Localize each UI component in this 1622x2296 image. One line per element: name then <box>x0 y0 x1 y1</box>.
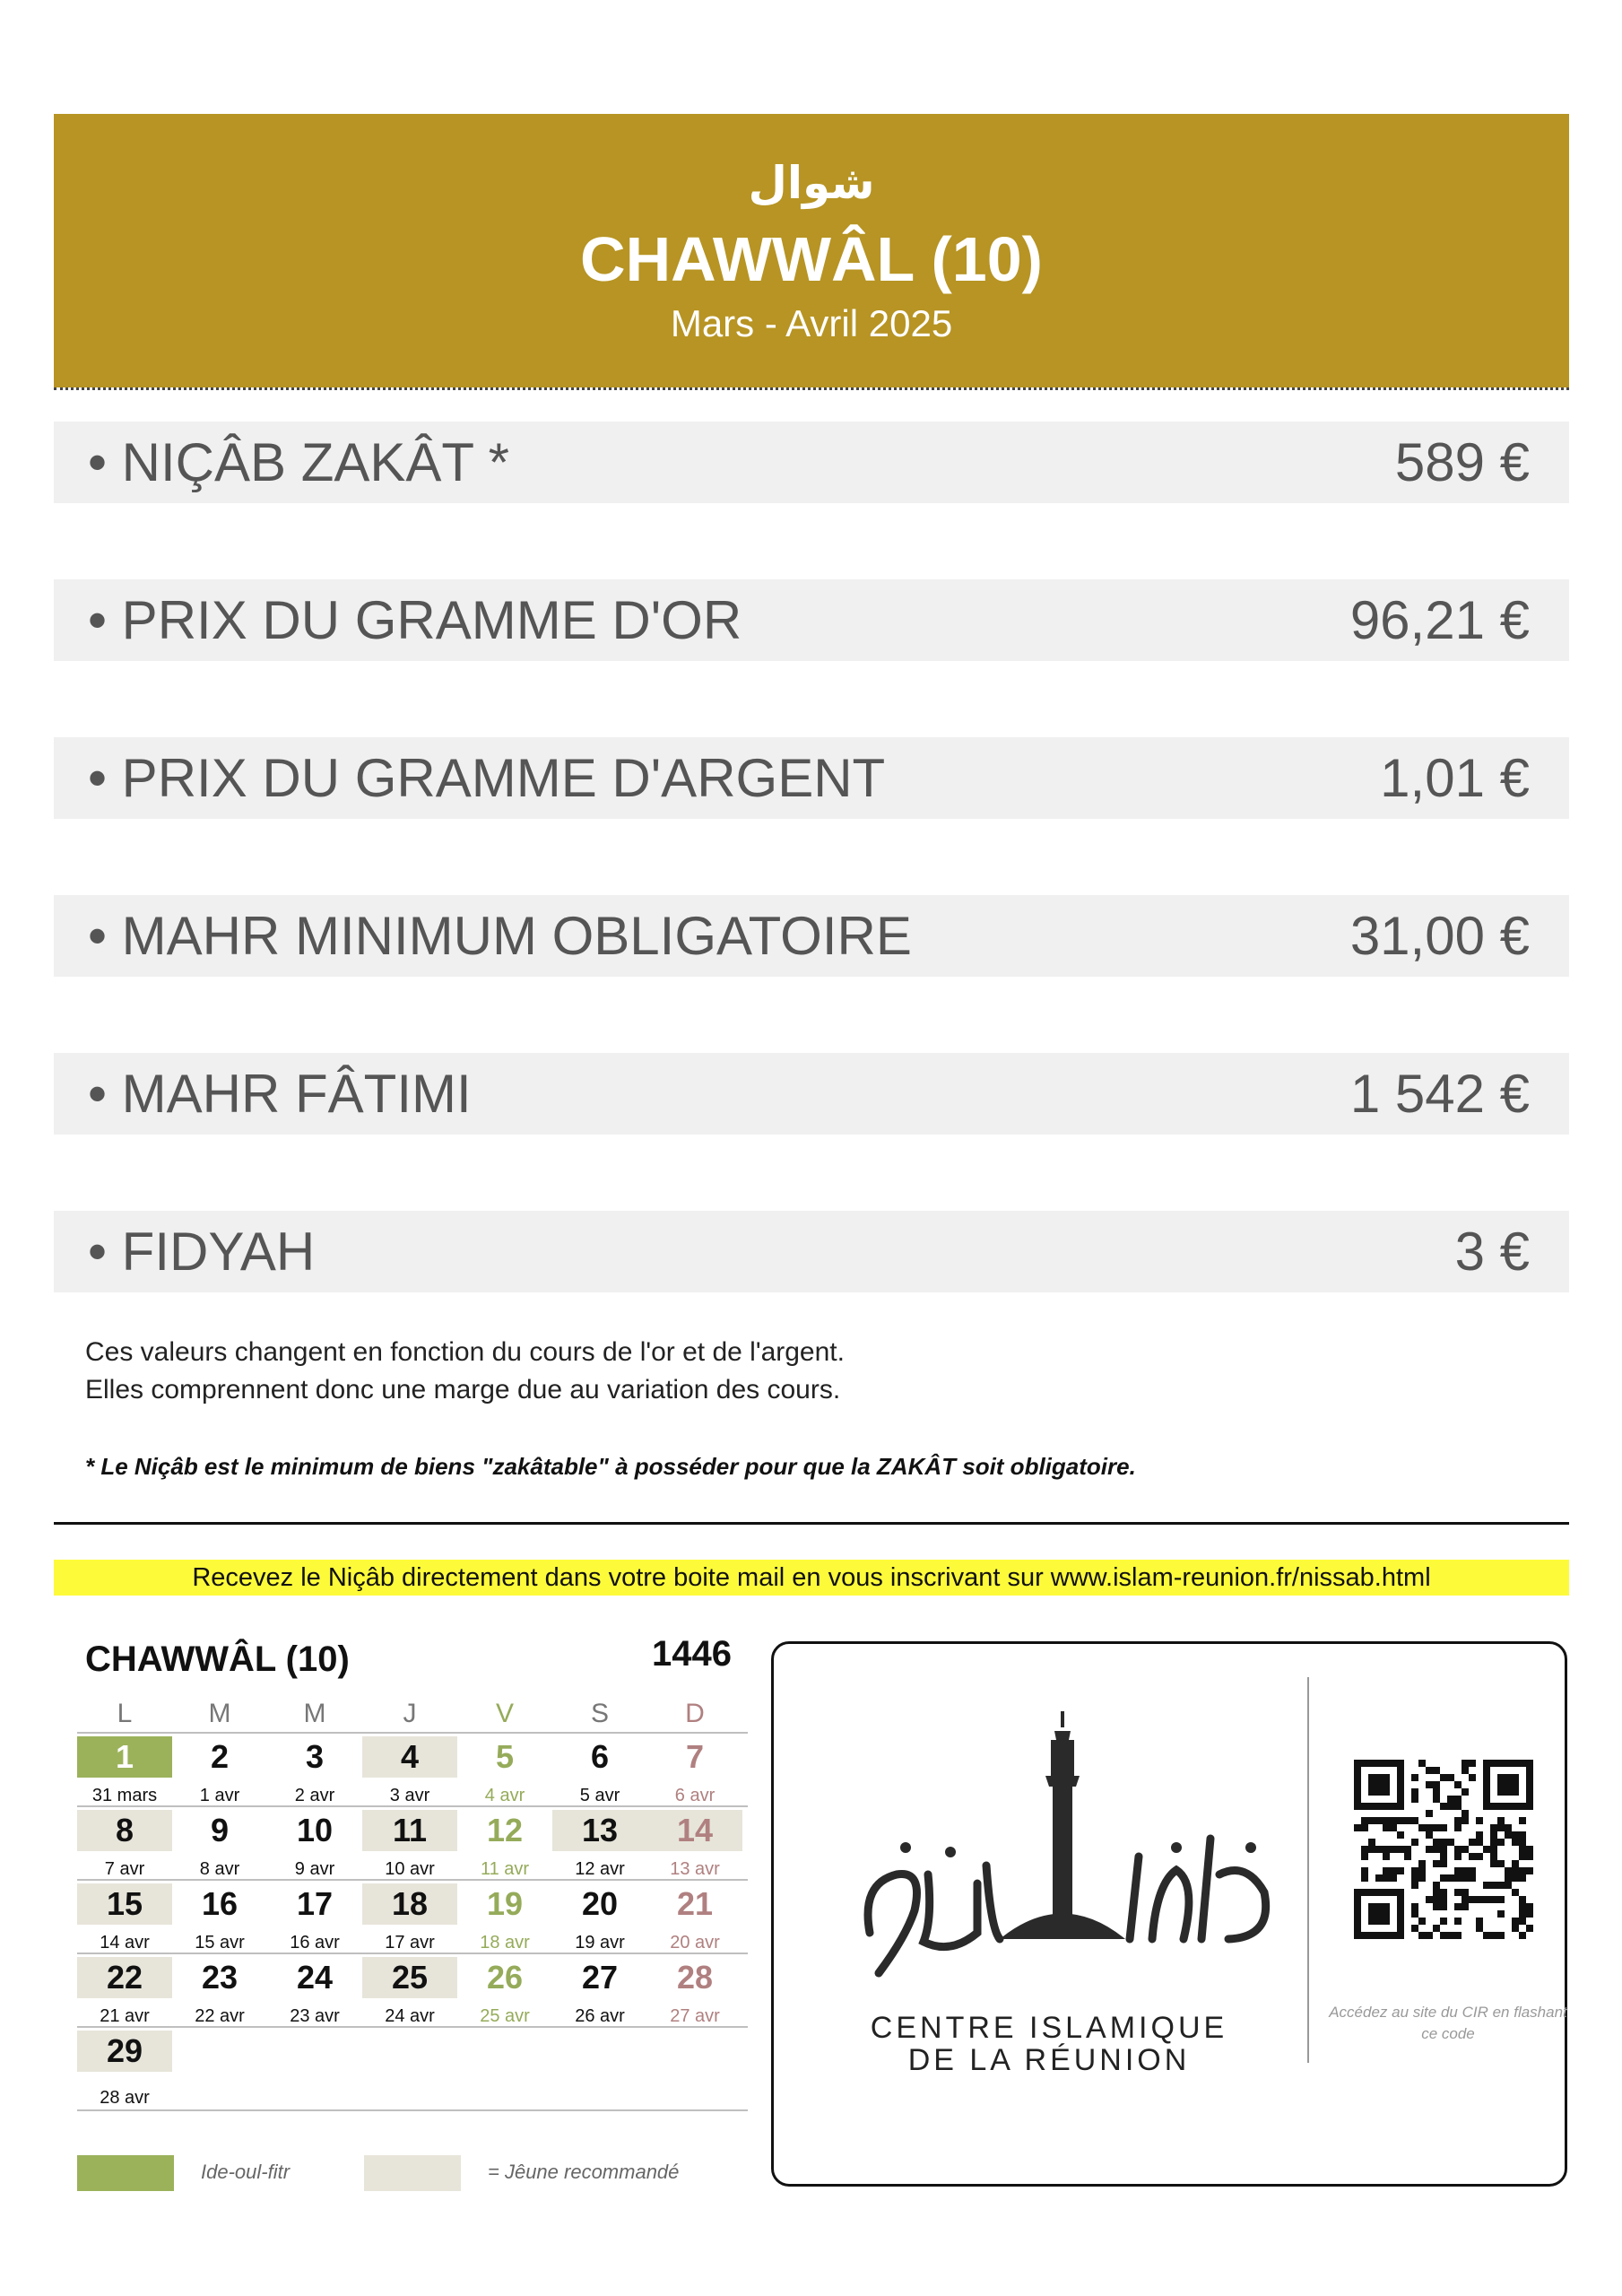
day-number: 13 <box>552 1810 647 1851</box>
day-number: 28 <box>676 1959 714 1996</box>
gregorian-date: 4 avr <box>484 1786 525 1805</box>
gregorian-date: 14 avr <box>100 1933 150 1952</box>
day-number: 1 <box>77 1736 172 1778</box>
gregorian-date: 16 avr <box>290 1933 340 1952</box>
card-vertical-divider <box>1307 1677 1309 2063</box>
gregorian-date: 12 avr <box>575 1859 625 1879</box>
day-number: 22 <box>77 1957 172 1998</box>
day-number: 7 <box>685 1738 705 1775</box>
gregorian-date: 10 avr <box>385 1859 435 1879</box>
gregorian-date: 17 avr <box>385 1933 435 1952</box>
calligraphy-dots <box>900 1842 1256 1857</box>
value-amount: 31,00 € <box>1349 906 1530 966</box>
value-row-mahr-fatimi <box>54 1053 1569 1135</box>
gregorian-date: 27 avr <box>670 2006 720 2026</box>
day-number: 24 <box>296 1959 334 1996</box>
month-subtitle: Mars - Avril 2025 <box>670 302 953 344</box>
value-amount: 1 542 € <box>1349 1064 1530 1124</box>
gregorian-date: 8 avr <box>199 1859 240 1879</box>
day-number: 5 <box>495 1738 515 1775</box>
value-label: • PRIX DU GRAMME D'ARGENT <box>88 748 886 808</box>
gregorian-date: 1 avr <box>199 1786 240 1805</box>
value-row-fidyah <box>54 1211 1569 1292</box>
footnote: * Le Niçâb est le minimum de biens "zakâtable" à posséder pour que la ZAKÂT soit obligatoire. <box>85 1453 1136 1480</box>
gregorian-date: 26 avr <box>575 2006 625 2026</box>
qr-code-icon[interactable] <box>1354 1760 1533 1939</box>
value-label: • NIÇÂB ZAKÂT * <box>88 432 510 492</box>
value-label: • MAHR MINIMUM OBLIGATOIRE <box>88 906 912 966</box>
section-divider <box>54 1522 1569 1525</box>
day-number: 20 <box>581 1885 619 1922</box>
day-number: 15 <box>77 1883 172 1925</box>
gregorian-date: 3 avr <box>389 1786 430 1805</box>
minaret-icon <box>1000 1711 1125 1939</box>
value-label: • MAHR FÂTIMI <box>88 1064 472 1124</box>
gregorian-date: 28 avr <box>100 2088 150 2108</box>
qr-caption: Accédez au site du CIR en flashant ce code <box>1329 2004 1567 2042</box>
day-number: 26 <box>486 1959 524 1996</box>
header-dotted-divider <box>54 387 1569 390</box>
legend-swatch-fast <box>364 2155 461 2191</box>
day-number: 19 <box>486 1885 524 1922</box>
day-number: 4 <box>362 1736 457 1778</box>
gregorian-date: 9 avr <box>294 1859 335 1879</box>
day-number: 18 <box>362 1883 457 1925</box>
day-number: 12 <box>486 1812 524 1848</box>
gregorian-date: 24 avr <box>385 2006 435 2026</box>
legend-swatch-eid <box>77 2155 174 2191</box>
day-number: 17 <box>296 1885 334 1922</box>
gregorian-date: 15 avr <box>195 1933 245 1952</box>
weekday-header: V <box>495 1699 514 1728</box>
gregorian-date: 23 avr <box>290 2006 340 2026</box>
calendar-rule <box>77 2109 748 2111</box>
value-row-silver-price <box>54 737 1569 819</box>
gregorian-date: 19 avr <box>575 1933 625 1952</box>
value-amount: 3 € <box>1454 1222 1530 1282</box>
month-title: CHAWWÂL (10) <box>580 224 1043 294</box>
subscribe-banner: Recevez le Niçâb directement dans votre boite mail en vous inscrivant sur www.islam-reunion.fr/nissab.html <box>54 1560 1569 1596</box>
calendar-title: CHAWWÂL (10) <box>85 1639 350 1679</box>
gregorian-date: 5 avr <box>579 1786 620 1805</box>
day-number: 23 <box>201 1959 239 1996</box>
gregorian-date: 7 avr <box>104 1859 145 1879</box>
value-label: • PRIX DU GRAMME D'OR <box>88 590 742 650</box>
weekday-header: M <box>208 1699 231 1728</box>
day-number: 11 <box>362 1810 457 1851</box>
day-number: 2 <box>210 1738 230 1775</box>
value-row-gold-price <box>54 579 1569 661</box>
calendar-rule <box>77 1732 748 1734</box>
day-number: 3 <box>305 1738 325 1775</box>
value-amount: 589 € <box>1394 432 1530 492</box>
gregorian-date: 6 avr <box>674 1786 716 1805</box>
gregorian-date: 22 avr <box>195 2006 245 2026</box>
gregorian-date: 21 avr <box>100 2006 150 2026</box>
weekday-header: D <box>685 1699 705 1728</box>
gregorian-date: 11 avr <box>480 1859 530 1879</box>
arabic-month-title: شوال <box>748 157 875 209</box>
value-amount: 1,01 € <box>1380 748 1530 808</box>
gregorian-date: 2 avr <box>294 1786 335 1805</box>
day-number: 16 <box>201 1885 239 1922</box>
value-row-nicab <box>54 422 1569 503</box>
day-number: 9 <box>210 1812 230 1848</box>
value-row-mahr-minimum <box>54 895 1569 977</box>
weekday-header: M <box>303 1699 326 1728</box>
day-number: 21 <box>676 1885 714 1922</box>
mosque-calligraphy-logo <box>843 1704 1291 2009</box>
gregorian-date: 20 avr <box>670 1933 720 1952</box>
header-banner <box>54 114 1569 387</box>
day-number: 29 <box>77 2031 172 2072</box>
note-line-2: Elles comprennent donc une marge due au variation des cours. <box>85 1375 841 1405</box>
calendar-year: 1446 <box>652 1634 732 1674</box>
legend-label-fast: = Jêune recommandé <box>488 2161 680 2183</box>
weekday-header: L <box>117 1699 133 1728</box>
gregorian-date: 13 avr <box>670 1859 720 1879</box>
day-number: 6 <box>590 1738 610 1775</box>
value-label: • FIDYAH <box>88 1222 316 1282</box>
day-number: 27 <box>581 1959 619 1996</box>
day-number: 14 <box>647 1810 742 1851</box>
legend-label-eid: Ide-oul-fitr <box>201 2161 291 2183</box>
note-line-1: Ces valeurs changent en fonction du cours de l'or et de l'argent. <box>85 1337 845 1367</box>
weekday-header: J <box>403 1699 417 1728</box>
logo-text-line-2: DE LA RÉUNION <box>907 2043 1191 2077</box>
day-number: 25 <box>362 1957 457 1998</box>
gregorian-date: 18 avr <box>480 1933 530 1952</box>
day-number: 10 <box>296 1812 334 1848</box>
logo-text-line-1: CENTRE ISLAMIQUE <box>870 2011 1228 2045</box>
value-amount: 96,21 € <box>1349 590 1530 650</box>
day-number: 8 <box>77 1810 172 1851</box>
gregorian-date: 25 avr <box>480 2006 530 2026</box>
weekday-header: S <box>590 1699 609 1728</box>
gregorian-date: 31 mars <box>91 1786 158 1805</box>
